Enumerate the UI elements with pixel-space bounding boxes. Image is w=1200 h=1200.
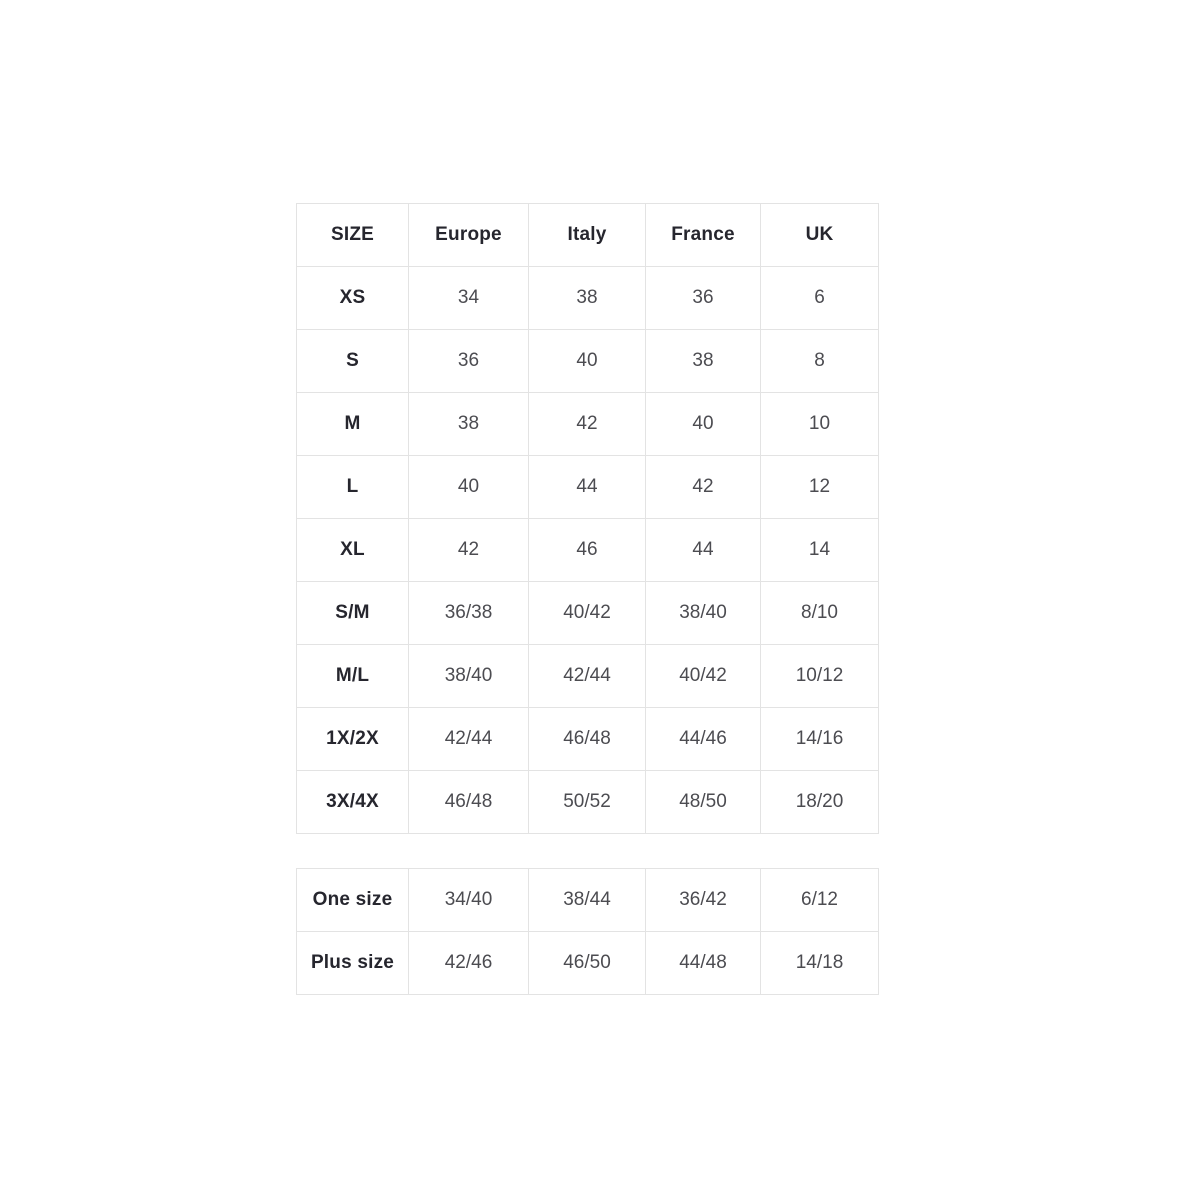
size-value: 40/42 [529, 582, 646, 645]
size-value: 6 [761, 267, 879, 330]
header-row [297, 204, 879, 267]
size-value: 38/44 [529, 869, 646, 932]
size-value: 8/10 [761, 582, 879, 645]
table-gap [296, 834, 879, 868]
table-row [297, 267, 879, 330]
size-value: 10 [761, 393, 879, 456]
extra-table-body [297, 869, 879, 995]
size-value: 48/50 [646, 771, 761, 834]
column-header: France [646, 204, 761, 267]
main-table-body [297, 267, 879, 834]
size-row-label: XS [297, 267, 409, 330]
size-value: 8 [761, 330, 879, 393]
size-value: 44 [529, 456, 646, 519]
size-value: 36 [409, 330, 529, 393]
column-header: UK [761, 204, 879, 267]
size-value: 40 [529, 330, 646, 393]
size-value: 42 [409, 519, 529, 582]
table-row [297, 582, 879, 645]
size-value: 14 [761, 519, 879, 582]
table-row [297, 393, 879, 456]
size-value: 38/40 [646, 582, 761, 645]
size-conversion-chart [296, 203, 879, 995]
size-value: 18/20 [761, 771, 879, 834]
size-value: 42/44 [529, 645, 646, 708]
size-value: 14/16 [761, 708, 879, 771]
size-value: 46/48 [529, 708, 646, 771]
table-row [297, 708, 879, 771]
size-table-special [296, 868, 879, 995]
size-value: 10/12 [761, 645, 879, 708]
table-row [297, 645, 879, 708]
size-value: 36/38 [409, 582, 529, 645]
size-value: 36/42 [646, 869, 761, 932]
size-value: 40 [646, 393, 761, 456]
size-value: 44/48 [646, 932, 761, 995]
size-value: 46/48 [409, 771, 529, 834]
table-row [297, 519, 879, 582]
size-value: 42/46 [409, 932, 529, 995]
size-value: 40 [409, 456, 529, 519]
size-row-label: XL [297, 519, 409, 582]
size-row-label: M [297, 393, 409, 456]
size-value: 38 [409, 393, 529, 456]
size-value: 44/46 [646, 708, 761, 771]
table-row [297, 456, 879, 519]
size-row-label: 3X/4X [297, 771, 409, 834]
size-row-label: L [297, 456, 409, 519]
size-value: 14/18 [761, 932, 879, 995]
column-header: Europe [409, 204, 529, 267]
size-value: 46 [529, 519, 646, 582]
size-value: 38/40 [409, 645, 529, 708]
size-row-label: Plus size [297, 932, 409, 995]
size-value: 42 [529, 393, 646, 456]
column-header: Italy [529, 204, 646, 267]
size-row-label: One size [297, 869, 409, 932]
size-value: 40/42 [646, 645, 761, 708]
table-row [297, 869, 879, 932]
size-value: 12 [761, 456, 879, 519]
size-value: 42/44 [409, 708, 529, 771]
size-value: 38 [646, 330, 761, 393]
size-value: 38 [529, 267, 646, 330]
table-row [297, 330, 879, 393]
size-value: 34/40 [409, 869, 529, 932]
size-value: 44 [646, 519, 761, 582]
size-value: 36 [646, 267, 761, 330]
size-value: 34 [409, 267, 529, 330]
size-table-main [296, 203, 879, 834]
size-value: 6/12 [761, 869, 879, 932]
table-row [297, 771, 879, 834]
size-row-label: 1X/2X [297, 708, 409, 771]
size-value: 42 [646, 456, 761, 519]
table-row [297, 932, 879, 995]
size-row-label: M/L [297, 645, 409, 708]
main-table-head [297, 204, 879, 267]
column-header: SIZE [297, 204, 409, 267]
size-value: 50/52 [529, 771, 646, 834]
size-value: 46/50 [529, 932, 646, 995]
size-row-label: S [297, 330, 409, 393]
size-row-label: S/M [297, 582, 409, 645]
